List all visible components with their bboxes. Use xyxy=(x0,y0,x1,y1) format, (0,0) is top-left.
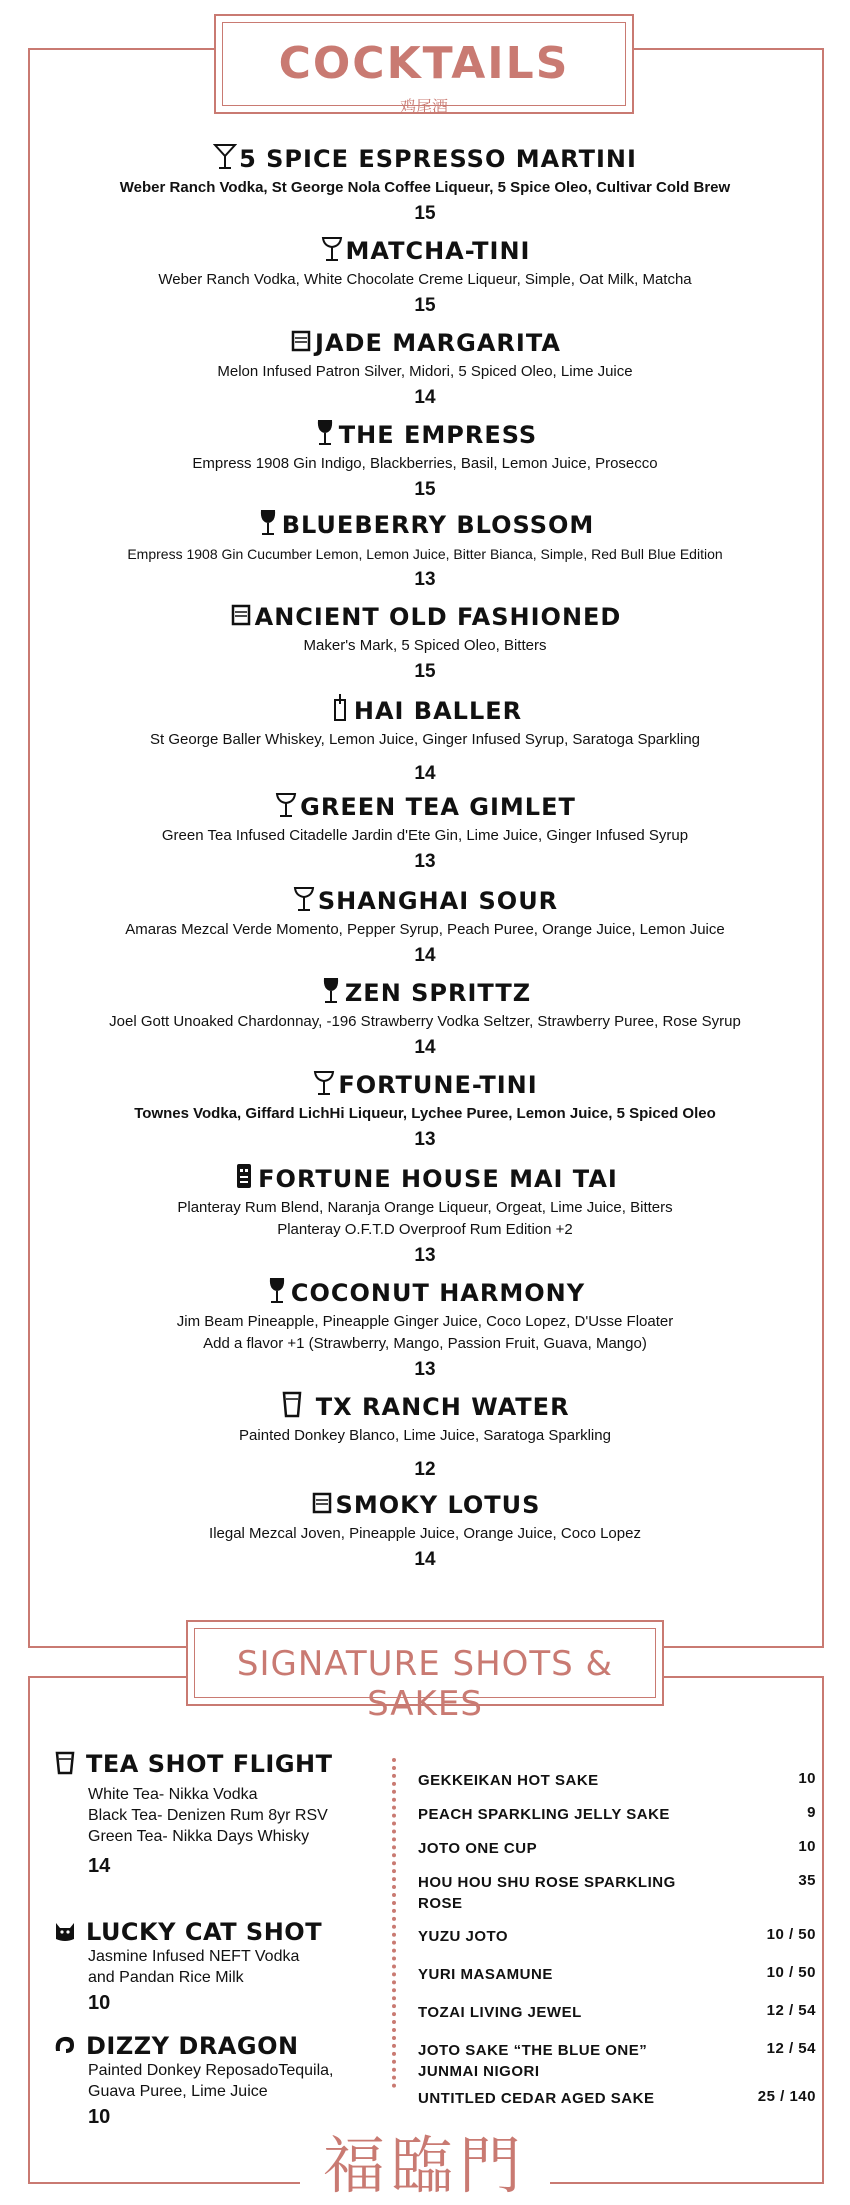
menu-item-desc: Empress 1908 Gin Indigo, Blackberries, Basil, Lemon Juice, Prosecco xyxy=(192,455,658,472)
pint-glass-icon xyxy=(280,1390,304,1418)
menu-item-price: 13 xyxy=(414,851,436,872)
shot-desc-line: Black Tea- Denizen Rum 8yr RSV xyxy=(88,1807,328,1824)
martini-glass-icon xyxy=(213,142,237,170)
wine-glass-icon xyxy=(319,976,343,1004)
menu-item xyxy=(40,508,810,591)
sake-price: 9 xyxy=(807,1804,816,1821)
sake-name: YUZU JOTO xyxy=(418,1928,509,1945)
shot-desc-line: White Tea- Nikka Vodka xyxy=(88,1786,258,1803)
menu-item xyxy=(40,142,810,225)
coupe-glass-icon xyxy=(292,884,316,912)
shot-desc-line: Jasmine Infused NEFT Vodka xyxy=(88,1948,300,1965)
sake-price: 10 xyxy=(798,1838,816,1855)
menu-item-desc: Painted Donkey Blanco, Lime Juice, Saratoga Sparkling xyxy=(239,1427,611,1444)
tiki-mug-icon xyxy=(232,1162,256,1190)
menu-item-desc-extra: Planteray O.F.T.D Overproof Rum Edition +2 xyxy=(277,1221,573,1238)
sake-price: 10 / 50 xyxy=(766,1926,816,1943)
cocktails-subtitle: 鸡尾酒 xyxy=(399,99,448,116)
shot-item xyxy=(52,2032,382,2129)
sake-price: 35 xyxy=(798,1872,816,1889)
sake-price: 25 / 140 xyxy=(757,2088,816,2105)
menu-item-price: 15 xyxy=(414,203,436,224)
sake-price: 12 / 54 xyxy=(766,2002,816,2019)
menu-item xyxy=(40,976,810,1059)
menu-item xyxy=(40,884,810,967)
sake-name: JOTO ONE CUP xyxy=(418,1840,538,1857)
shot-glass-icon xyxy=(52,1751,78,1775)
menu-item-name: BLUEBERRY BLOSSOM xyxy=(281,511,595,539)
sake-name: UNTITLED CEDAR AGED SAKE xyxy=(418,2090,655,2107)
menu-item-name: HAI BALLER xyxy=(353,697,523,725)
menu-item-name: COCONUT HARMONY xyxy=(290,1279,586,1307)
wine-glass-icon xyxy=(256,508,280,536)
menu-item-desc: Empress 1908 Gin Cucumber Lemon, Lemon Juice, Bitter Bianca, Simple, Red Bull Blue Edition xyxy=(127,546,723,562)
menu-item-desc: Townes Vodka, Giffard LichHi Liqueur, Lychee Puree, Lemon Juice, 5 Spiced Oleo xyxy=(134,1105,716,1122)
coupe-glass-icon xyxy=(312,1068,336,1096)
shot-item xyxy=(52,1750,382,1878)
coupe-glass-icon xyxy=(274,790,298,818)
lucky-cat-icon xyxy=(52,1919,78,1943)
menu-item-desc: Amaras Mezcal Verde Momento, Pepper Syrup, Peach Puree, Orange Juice, Lemon Juice xyxy=(125,921,725,938)
shot-price: 14 xyxy=(88,1855,111,1877)
highball-glass-icon xyxy=(328,694,352,722)
menu-item-price: 13 xyxy=(414,1129,436,1150)
shot-desc-line: Guava Puree, Lime Juice xyxy=(88,2083,268,2100)
shot-name: DIZZY DRAGON xyxy=(86,2032,299,2060)
menu-item xyxy=(40,600,810,683)
menu-item-price: 13 xyxy=(414,569,436,590)
shot-desc-line: Painted Donkey ReposadoTequila, xyxy=(88,2062,334,2079)
menu-item-name: GREEN TEA GIMLET xyxy=(300,793,576,821)
menu-item-name: ZEN SPRITTZ xyxy=(344,979,532,1007)
menu-item xyxy=(40,1390,810,1481)
menu-item-price: 14 xyxy=(414,1549,436,1570)
menu-item-price: 14 xyxy=(414,763,436,784)
wine-glass-icon xyxy=(265,1276,289,1304)
menu-item-name: ANCIENT OLD FASHIONED xyxy=(254,603,622,631)
menu-item-price: 12 xyxy=(414,1459,436,1480)
sake-name: HOU HOU SHU ROSE SPARKLING ROSE xyxy=(418,1874,676,1912)
sake-name: YURI MASAMUNE xyxy=(418,1966,553,1983)
menu-item-desc: Melon Infused Patron Silver, Midori, 5 Spiced Oleo, Lime Juice xyxy=(217,363,633,380)
menu-item xyxy=(40,326,810,409)
menu-item-name: FORTUNE-TINI xyxy=(338,1071,538,1099)
menu-item-price: 13 xyxy=(414,1359,436,1380)
menu-item-desc: Weber Ranch Vodka, St George Nola Coffee Liqueur, 5 Spice Oleo, Cultivar Cold Brew xyxy=(119,179,731,196)
shot-price: 10 xyxy=(88,2106,111,2128)
sake-price: 12 / 54 xyxy=(766,2040,816,2057)
menu-item-desc: Joel Gott Unoaked Chardonnay, -196 Strawberry Vodka Seltzer, Strawberry Puree, Rose Syrup xyxy=(109,1013,741,1030)
menu-item-desc: Maker's Mark, 5 Spiced Oleo, Bitters xyxy=(303,637,547,654)
menu-item-price: 14 xyxy=(414,945,436,966)
menu-item xyxy=(40,790,810,873)
shot-name: LUCKY CAT SHOT xyxy=(86,1918,323,1946)
sake-name: GEKKEIKAN HOT SAKE xyxy=(418,1772,599,1789)
cocktails-title-box xyxy=(214,14,634,114)
shot-desc-line: and Pandan Rice Milk xyxy=(88,1969,244,1986)
menu-item-price: 15 xyxy=(414,661,436,682)
wine-glass-icon xyxy=(313,418,337,446)
shot-item xyxy=(52,1918,382,2015)
menu-item-price: 13 xyxy=(414,1245,436,1266)
menu-item-name: THE EMPRESS xyxy=(338,421,538,449)
column-divider xyxy=(392,1758,396,2088)
menu-item-name: SHANGHAI SOUR xyxy=(317,887,559,915)
menu-item xyxy=(40,234,810,317)
menu-item-name: JADE MARGARITA xyxy=(315,329,561,357)
menu-item xyxy=(40,1162,810,1267)
menu-item-name: SMOKY LOTUS xyxy=(335,1491,541,1519)
sake-price: 10 xyxy=(798,1770,816,1787)
sake-name: PEACH SPARKLING JELLY SAKE xyxy=(418,1806,670,1823)
shots-title-box xyxy=(186,1620,664,1724)
menu-item xyxy=(40,1068,810,1151)
menu-item xyxy=(40,694,810,785)
sake-name: JOTO SAKE “THE BLUE ONE” JUNMAI NIGORI xyxy=(418,2042,648,2080)
sake-price: 10 / 50 xyxy=(766,1964,816,1981)
restaurant-logo: 福臨門 xyxy=(300,2116,550,2188)
shot-price: 10 xyxy=(88,1992,111,2014)
menu-item-desc: St George Baller Whiskey, Lemon Juice, Ginger Infused Syrup, Saratoga Sparkling xyxy=(150,731,700,748)
rocks-glass-icon xyxy=(229,600,253,628)
menu-item-price: 15 xyxy=(414,479,436,500)
menu-item-desc: Jim Beam Pineapple, Pineapple Ginger Juice, Coco Lopez, D'Usse Floater xyxy=(176,1313,674,1330)
rocks-glass-icon xyxy=(289,326,313,354)
menu-item-name: 5 SPICE ESPRESSO MARTINI xyxy=(239,145,637,173)
menu-item-price: 14 xyxy=(414,1037,436,1058)
menu-item xyxy=(40,1488,810,1571)
shots-title: SIGNATURE SHOTS & SAKES xyxy=(236,1644,614,1724)
shot-name: TEA SHOT FLIGHT xyxy=(86,1750,333,1778)
menu-item-name: TX RANCH WATER xyxy=(306,1393,570,1421)
menu-item-name: FORTUNE HOUSE MAI TAI xyxy=(258,1165,618,1193)
menu-item-name: MATCHA-TINI xyxy=(345,237,531,265)
rocks-glass-icon xyxy=(310,1488,334,1516)
menu-item-desc: Weber Ranch Vodka, White Chocolate Creme Liqueur, Simple, Oat Milk, Matcha xyxy=(158,271,692,288)
menu-item-desc: Green Tea Infused Citadelle Jardin d'Ete Gin, Lime Juice, Ginger Infused Syrup xyxy=(161,827,689,844)
cocktails-title: COCKTAILS xyxy=(278,38,570,89)
dragon-icon xyxy=(52,2033,78,2057)
menu-item xyxy=(40,1276,810,1381)
menu-item-price: 14 xyxy=(414,387,436,408)
menu-item-desc: Planteray Rum Blend, Naranja Orange Liqueur, Orgeat, Lime Juice, Bitters xyxy=(177,1199,673,1216)
menu-item-desc: Ilegal Mezcal Joven, Pineapple Juice, Orange Juice, Coco Lopez xyxy=(209,1525,641,1542)
shot-desc-line: Green Tea- Nikka Days Whisky xyxy=(88,1828,310,1845)
coupe-glass-icon xyxy=(320,234,344,262)
sake-name: TOZAI LIVING JEWEL xyxy=(418,2004,582,2021)
menu-item-price: 15 xyxy=(414,295,436,316)
menu-item-desc-extra: Add a flavor +1 (Strawberry, Mango, Passion Fruit, Guava, Mango) xyxy=(203,1335,647,1352)
menu-item xyxy=(40,418,810,501)
